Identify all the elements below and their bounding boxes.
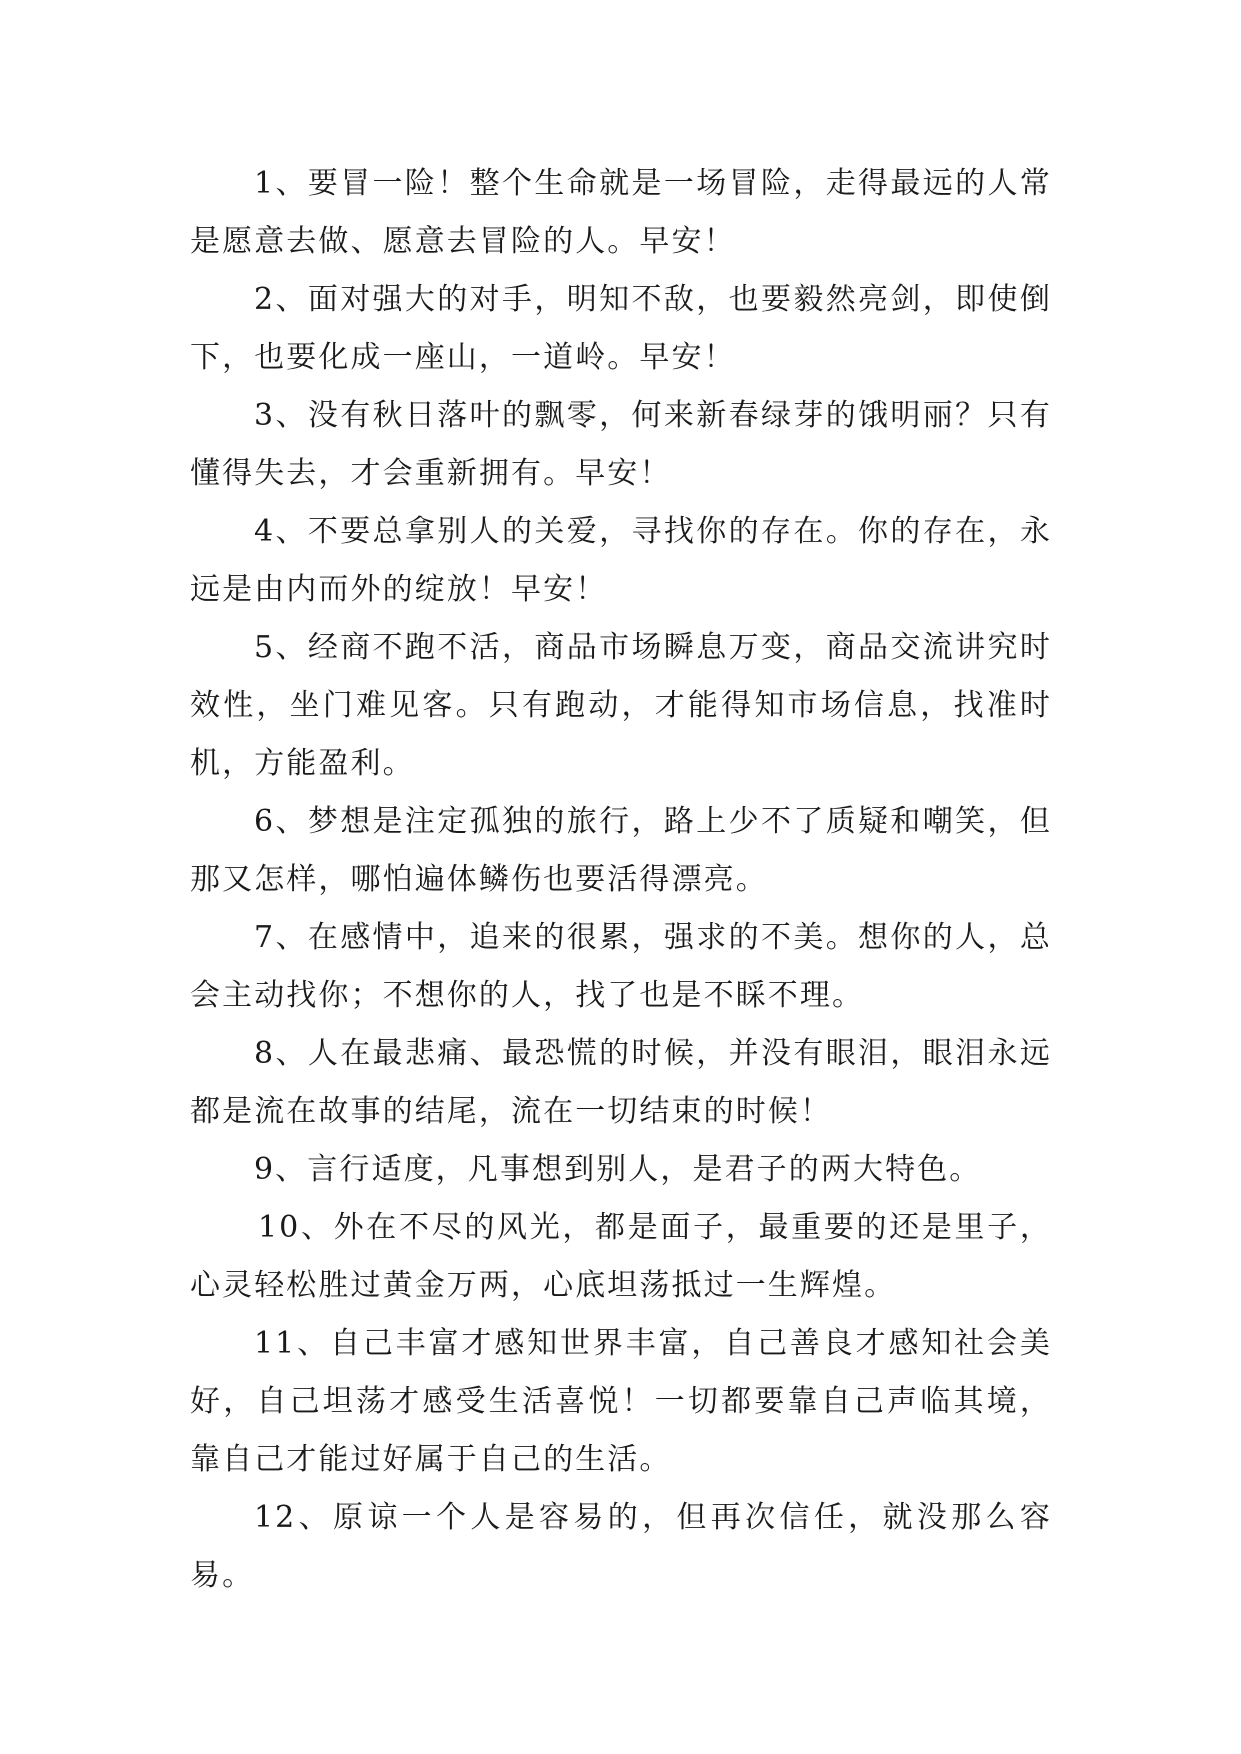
paragraph-5: 5、经商不跑不活，商品市场瞬息万变，商品交流讲究时效性，坐门难见客。只有跑动，才能得知市场信息，找准时机，方能盈利。 <box>190 630 1052 781</box>
paragraph-2: 2、面对强大的对手，明知不敌，也要毅然亮剑，即使倒下，也要化成一座山，一道岭。早安！ <box>190 282 1052 375</box>
paragraph-11: 11、自己丰富才感知世界丰富，自己善良才感知社会美好，自己坦荡才感受生活喜悦！一切都要靠自己声临其境，靠自己才能过好属于自己的生活。 <box>190 1326 1052 1477</box>
paragraph-6: 6、梦想是注定孤独的旅行，路上少不了质疑和嘲笑，但那又怎样，哪怕遍体鳞伤也要活得漂亮。 <box>190 804 1052 897</box>
paragraph-3: 3、没有秋日落叶的飘零，何来新春绿芽的饿明丽？只有懂得失去，才会重新拥有。早安！ <box>190 398 1052 491</box>
paragraph-9: 9、言行适度，凡事想到别人，是君子的两大特色。 <box>254 1152 982 1187</box>
paragraph-7: 7、在感情中，追来的很累，强求的不美。想你的人，总会主动找你；不想你的人，找了也是不睬不理。 <box>190 920 1052 1013</box>
paragraph-10: 10、外在不尽的风光，都是面子，最重要的还是里子，心灵轻松胜过黄金万两，心底坦荡抵过一生辉煌。 <box>190 1210 1052 1303</box>
paragraph-8: 8、人在最悲痛、最恐慌的时候，并没有眼泪，眼泪永远都是流在故事的结尾，流在一切结束的时候！ <box>190 1036 1052 1129</box>
paragraph-1: 1、要冒一险！整个生命就是一场冒险，走得最远的人常是愿意去做、愿意去冒险的人。早安！ <box>190 166 1052 259</box>
document-body <box>190 155 1052 1605</box>
paragraph-4: 4、不要总拿别人的关爱，寻找你的存在。你的存在，永远是由内而外的绽放！早安！ <box>190 514 1052 607</box>
paragraph-12: 12、原谅一个人是容易的，但再次信任，就没那么容易。 <box>190 1500 1052 1593</box>
